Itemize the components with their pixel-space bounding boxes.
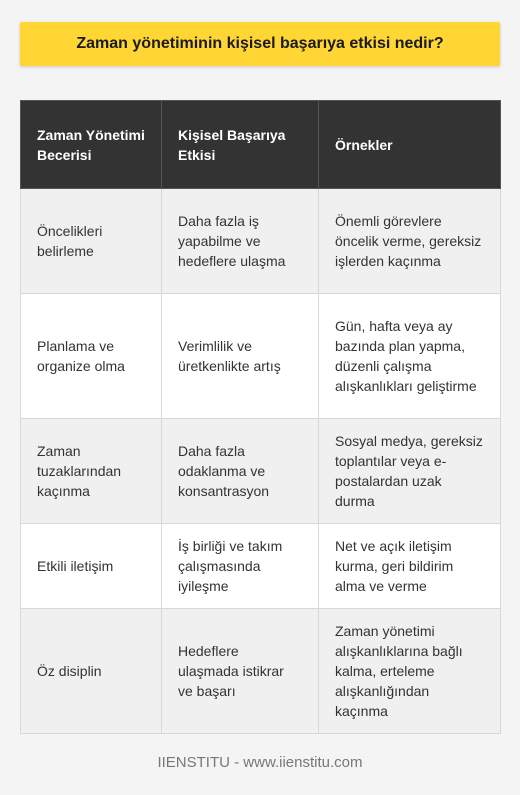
table-cell: Sosyal medya, gereksiz toplantılar veya e-postalardan uzak durma bbox=[319, 419, 501, 524]
table-row bbox=[21, 189, 501, 294]
table-row bbox=[21, 609, 501, 734]
table-cell: Zaman yönetimi alışkanlıklarına bağlı kalma, erteleme alışkanlığından kaçınma bbox=[319, 609, 501, 734]
table-cell: Zaman tuzaklarından kaçınma bbox=[21, 419, 162, 524]
footer-credit: IIENSTITU - www.iienstitu.com bbox=[157, 754, 363, 771]
table-cell: Önemli görevlere öncelik verme, gereksiz işlerden kaçınma bbox=[319, 189, 501, 294]
table-cell: Öncelikleri belirleme bbox=[21, 189, 162, 294]
table-cell: Etkili iletişim bbox=[21, 524, 162, 609]
table-row bbox=[21, 524, 501, 609]
table-cell: Planlama ve organize olma bbox=[21, 294, 162, 419]
column-header: Zaman Yönetimi Becerisi bbox=[21, 101, 162, 189]
data-table bbox=[20, 100, 501, 734]
table-cell: İş birliği ve takım çalışmasında iyileşme bbox=[162, 524, 319, 609]
table-cell: Gün, hafta veya ay bazında plan yapma, düzenli çalışma alışkanlıkları geliştirme bbox=[319, 294, 501, 419]
table-cell: Verimlilik ve üretkenlikte artış bbox=[162, 294, 319, 419]
table-cell: Net ve açık iletişim kurma, geri bildirim alma ve verme bbox=[319, 524, 501, 609]
table-header-row bbox=[21, 101, 501, 189]
table-cell: Hedeflere ulaşmada istikrar ve başarı bbox=[162, 609, 319, 734]
table-cell: Öz disiplin bbox=[21, 609, 162, 734]
table-cell: Daha fazla odaklanma ve konsantrasyon bbox=[162, 419, 319, 524]
table-cell: Daha fazla iş yapabilme ve hedeflere ulaşma bbox=[162, 189, 319, 294]
column-header: Örnekler bbox=[319, 101, 501, 189]
column-header: Kişisel Başarıya Etkisi bbox=[162, 101, 319, 189]
table-row bbox=[21, 294, 501, 419]
title-banner bbox=[20, 22, 500, 66]
table-row bbox=[21, 419, 501, 524]
page-title: Zaman yönetiminin kişisel başarıya etkisi nedir? bbox=[76, 35, 444, 52]
